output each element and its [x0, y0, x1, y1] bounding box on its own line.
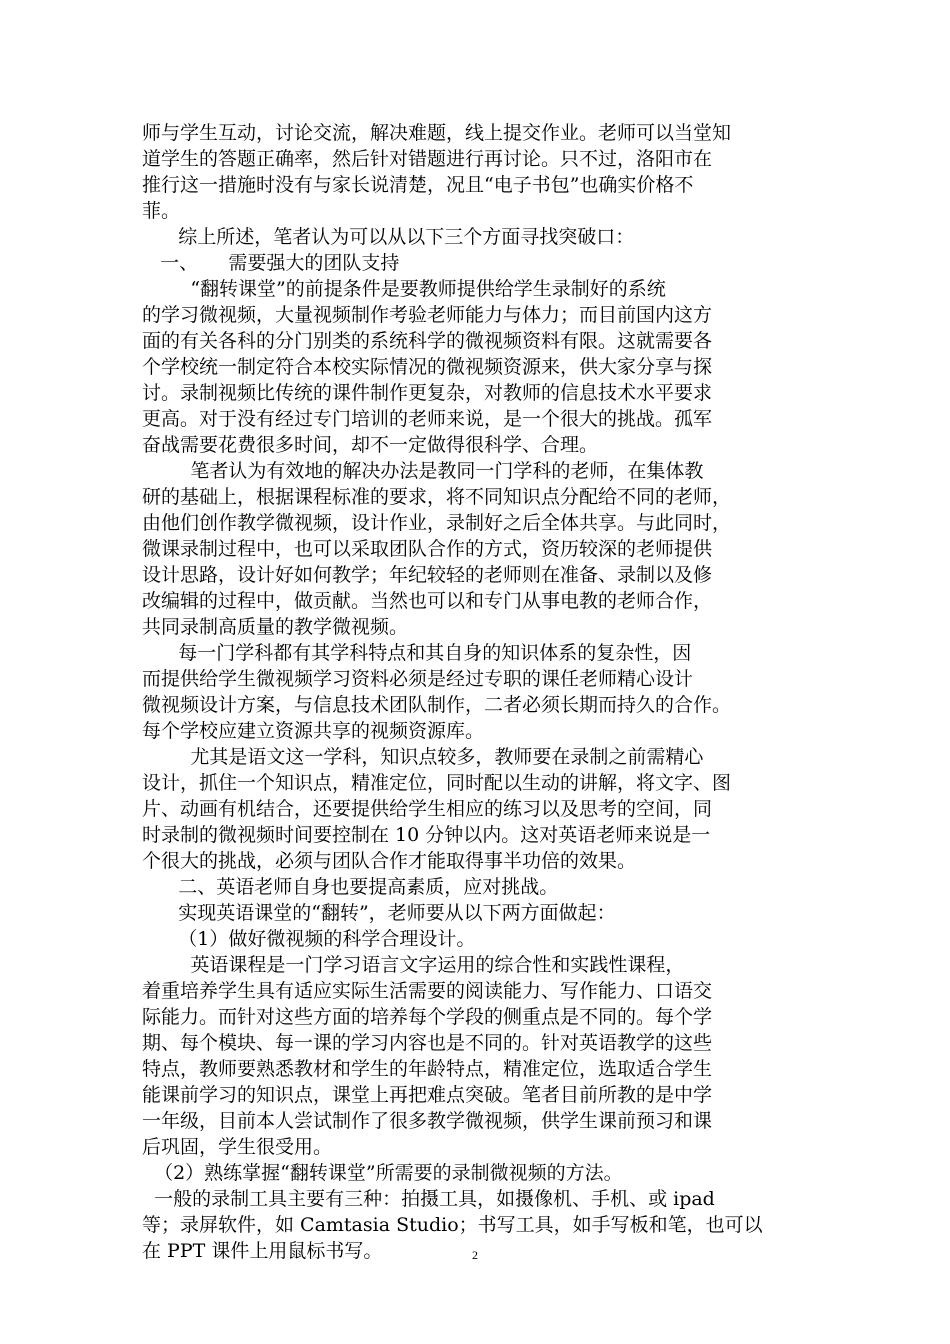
text-line: 英语课程是一门学习语言文字运用的综合性和实践性课程，: [142, 954, 685, 976]
text-line: 综上所述，笔者认为可以从以下三个方面寻找突破口：: [142, 226, 635, 248]
text-line: 改编辑的过程中，做贡献。当然也可以和专门从事电教的老师合作，: [142, 590, 713, 612]
text-line: 讨。录制视频比传统的课件制作更复杂，对教师的信息技术水平要求: [142, 382, 713, 404]
text-line: 微视频设计方案，与信息技术团队制作，二者必须长期而持久的合作。: [142, 694, 732, 716]
text-line: 后巩固，学生很受用。: [142, 1136, 333, 1158]
text-line: 由他们创作教学微视频，设计作业，录制好之后全体共享。与此同时，: [142, 512, 732, 534]
text-line: 期、每个模块、每一课的学习内容也是不同的。针对英语教学的这些: [142, 1032, 713, 1054]
text-line: 师与学生互动，讨论交流，解决难题，线上提交作业。老师可以当堂知: [142, 122, 732, 144]
text-line: 设计思路，设计好如何教学；年纪较轻的老师则在准备、录制以及修: [142, 564, 713, 586]
text-line: 片、动画有机结合，还要提供给学生相应的练习以及思考的空间，同: [142, 798, 713, 820]
text-line: 更高。对于没有经过专门培训的老师来说，是一个很大的挑战。孤军: [142, 408, 713, 430]
text-line: （2）熟练掌握“翻转课堂”所需要的录制微视频的方法。: [142, 1162, 623, 1184]
text-line: 每个学校应建立资源共享的视频资源库。: [142, 720, 485, 742]
text-line: 设计，抓住一个知识点，精准定位，同时配以生动的讲解，将文字、图: [142, 772, 732, 794]
text-line: 特点，教师要熟悉教材和学生的年龄特点，精准定位，选取适合学生: [142, 1058, 713, 1080]
page-number: 2: [472, 1248, 478, 1262]
text-line: 道学生的答题正确率，然后针对错题进行再讨论。只不过，洛阳市在: [142, 148, 713, 170]
text-line: （1）做好微视频的科学合理设计。: [142, 928, 476, 950]
text-line: 一般的录制工具主要有三种：拍摄工具，如摄像机、手机、或 ipad: [142, 1188, 715, 1210]
text-line: 笔者认为有效地的解决办法是教同一门学科的老师，在集体教: [142, 460, 704, 482]
text-line: 奋战需要花费很多时间，却不一定做得很科学、合理。: [142, 434, 599, 456]
text-line: 研的基础上，根据课程标准的要求，将不同知识点分配给不同的老师，: [142, 486, 732, 508]
text-line: 菲。: [142, 200, 181, 222]
text-line: 共同录制高质量的教学微视频。: [142, 616, 409, 638]
text-line: 微课录制过程中，也可以采取团队合作的方式，资历较深的老师提供: [142, 538, 713, 560]
text-line: 二、英语老师自身也要提高素质，应对挑战。: [142, 876, 559, 898]
text-line: 的学习微视频，大量视频制作考验老师能力与体力；而目前国内这方: [142, 304, 713, 326]
text-line: 每一门学科都有其学科特点和其自身的知识体系的复杂性，因: [142, 642, 692, 664]
text-line: 尤其是语文这一学科，知识点较多，教师要在录制之前需精心: [142, 746, 704, 768]
text-line: 面的有关各科的分门别类的系统科学的微视频资料有限。这就需要各: [142, 330, 713, 352]
text-line: 时录制的微视频时间要控制在 10 分钟以内。这对英语老师来说是一: [142, 824, 711, 846]
text-line: 在 PPT 课件上用鼠标书写。: [142, 1240, 383, 1262]
body-text: [142, 120, 814, 1264]
text-line: 一年级，目前本人尝试制作了很多教学微视频，供学生课前预习和课: [142, 1110, 713, 1132]
text-line: 个很大的挑战，必须与团队合作才能取得事半功倍的效果。: [142, 850, 637, 872]
text-line: 而提供给学生微视频学习资料必须是经过专职的课任老师精心设计: [142, 668, 694, 690]
text-line: 际能力。而针对这些方面的培养每个学段的侧重点是不同的。每个学: [142, 1006, 713, 1028]
text-line: “翻转课堂”的前提条件是要教师提供给学生录制好的系统: [142, 278, 666, 300]
text-line: 着重培养学生具有适应实际生活需要的阅读能力、写作能力、口语交: [142, 980, 713, 1002]
text-line: 一、 需要强大的团队支持: [142, 252, 400, 274]
text-line: 能课前学习的知识点，课堂上再把难点突破。笔者目前所教的是中学: [142, 1084, 713, 1106]
text-line: 推行这一措施时没有与家长说清楚，况且“电子书包”也确实价格不: [142, 174, 694, 196]
text-line: 实现英语课堂的“翻转”，老师要从以下两方面做起：: [142, 902, 616, 924]
text-line: 等；录屏软件，如 Camtasia Studio；书写工具，如手写板和笔，也可以: [142, 1214, 763, 1236]
text-line: 个学校统一制定符合本校实际情况的微视频资源来，供大家分享与探: [142, 356, 713, 378]
